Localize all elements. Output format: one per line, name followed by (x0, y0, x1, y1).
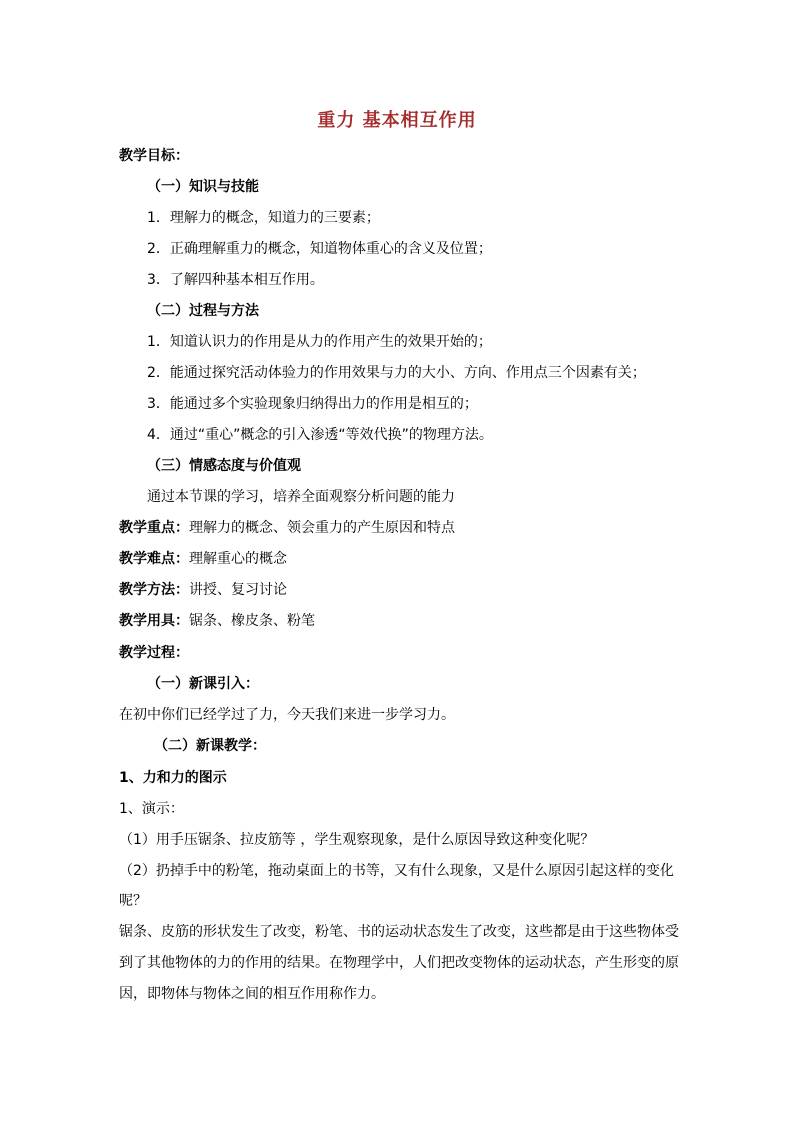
tools-text: 锯条、橡皮条、粉笔 (189, 613, 315, 629)
demo-item-2-line-2: 呢？ (119, 893, 147, 909)
section1-item-2: 2．正确理解重力的概念，知道物体重心的含义及位置； (147, 241, 492, 257)
key-points-text: 理解力的概念、领会重力的产生原因和特点 (189, 520, 455, 536)
section1-item-3: 3．了解四种基本相互作用。 (147, 272, 324, 288)
goals-heading: 教学目标： (119, 148, 189, 164)
demo-item-1: （1）用手压锯条、拉皮筋等 ，学生观察现象，是什么原因导致这种变化呢？ (119, 832, 595, 848)
difficulties-text: 理解重心的概念 (189, 551, 287, 567)
section2-item-2: 2．能通过探究活动体验力的作用效果与力的大小、方向、作用点三个因素有关； (147, 365, 646, 381)
new-lesson-heading: （二）新课教学： (154, 738, 266, 754)
section2-item-4: 4．通过“重心”概念的引入渗透“等效代换”的物理方法。 (147, 427, 493, 443)
demo-label: 1、演示： (119, 801, 184, 817)
section3-text: 通过本节课的学习，培养全面观察分析问题的能力 (147, 489, 455, 505)
difficulties-row (119, 549, 287, 569)
force-heading: 1、力和力的图示 (119, 770, 227, 786)
section2-item-3: 3．能通过多个实验现象归纳得出力的作用是相互的； (147, 396, 478, 412)
section2-item-1: 1．知道认识力的作用是从力的作用产生的效果开始的； (147, 334, 492, 350)
key-points-row (119, 518, 455, 538)
section1-heading: （一）知识与技能 (147, 179, 259, 195)
document-title: 重力 基本相互作用 (317, 110, 477, 131)
methods-text: 讲授、复习讨论 (189, 582, 287, 598)
methods-label: 教学方法： (119, 582, 189, 598)
section2-heading: （二）过程与方法 (147, 303, 259, 319)
intro-heading: （一）新课引入： (147, 676, 259, 692)
intro-text: 在初中你们已经学过了力，今天我们来进一步学习力。 (119, 707, 455, 723)
section1-item-1: 1．理解力的概念，知道力的三要素； (147, 210, 380, 226)
section3-heading: （三）情感态度与价值观 (147, 458, 301, 474)
tools-label: 教学用具： (119, 613, 189, 629)
conclusion-paragraph: 锯条、皮筋的形状发生了改变，粉笔、书的运动状态发生了改变，这些都是由于这些物体受到了其他物体的力的作用的结果。在物理学中，人们把改变物体的运动状态，产生形变的原因，即物体与物体之间的相互作用称作力。 (119, 924, 679, 1002)
demo-item-2-line-1: （2）扔掉手中的粉笔，拖动桌面上的书等，又有什么现象，又是什么原因引起这样的变化 (119, 863, 674, 879)
methods-row (119, 580, 287, 600)
tools-row (119, 611, 315, 631)
difficulties-label: 教学难点： (119, 551, 189, 567)
process-heading: 教学过程： (119, 645, 189, 661)
key-points-label: 教学重点： (119, 520, 189, 536)
